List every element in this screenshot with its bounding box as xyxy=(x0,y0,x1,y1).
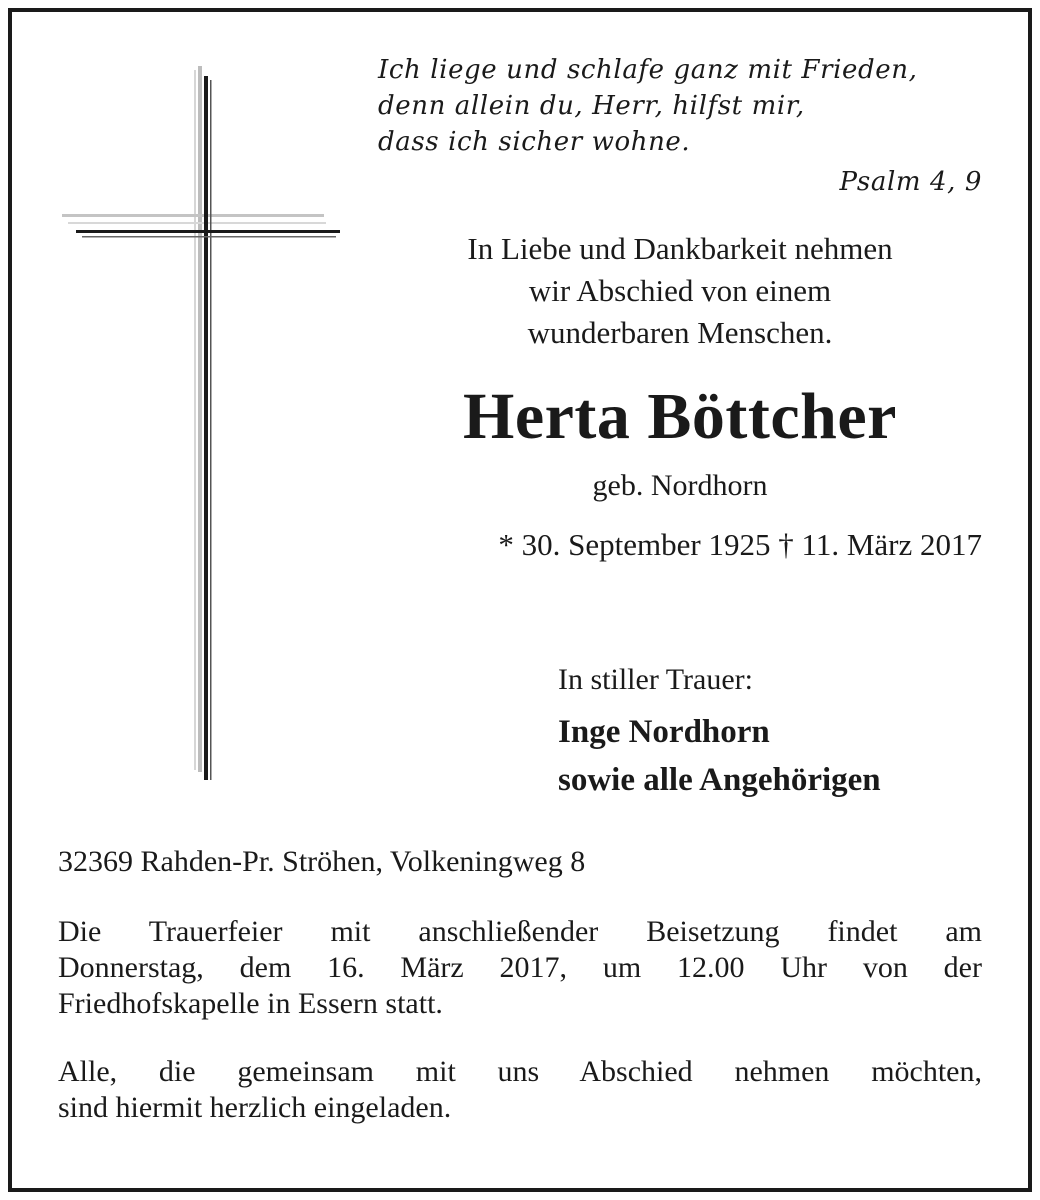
invitation-text xyxy=(58,1054,982,1126)
psalm-verse xyxy=(378,52,978,160)
life-dates: * 30. September 1925 † 11. März 2017 xyxy=(498,527,982,562)
intro-line: In Liebe und Dankbarkeit nehmen xyxy=(467,231,893,266)
intro-line: wir Abschied von einem xyxy=(528,273,832,308)
invitation-line: Alle, die gemeinsam mit uns Abschied nehmen möchten, xyxy=(58,1055,982,1088)
verse-line: Ich liege und schlafe ganz mit Frieden, xyxy=(378,55,918,85)
mourners-list xyxy=(558,708,881,804)
intro-text xyxy=(378,228,982,354)
service-line: Die Trauerfeier mit anschließender Beisetzung findet am xyxy=(58,915,982,948)
verse-line: denn allein du, Herr, hilfst mir, xyxy=(378,91,805,121)
cross-icon xyxy=(58,66,348,786)
funeral-service-info xyxy=(58,914,982,1022)
verse-source: Psalm 4, 9 xyxy=(839,167,982,197)
mourner-name: Inge Nordhorn xyxy=(558,714,770,750)
mourner-name: sowie alle Angehörigen xyxy=(558,762,881,798)
service-line: Friedhofskapelle in Essern statt. xyxy=(58,987,443,1020)
intro-line: wunderbaren Menschen. xyxy=(527,315,833,350)
verse-line: dass ich sicher wohne. xyxy=(378,127,691,157)
service-line: Donnerstag, dem 16. März 2017, um 12.00 Uhr von der xyxy=(58,951,982,984)
maiden-name: geb. Nordhorn xyxy=(592,469,768,502)
deceased-name: Herta Böttcher xyxy=(463,380,897,453)
family-address: 32369 Rahden-Pr. Ströhen, Volkeningweg 8 xyxy=(58,845,586,878)
invitation-line: sind hiermit herzlich eingeladen. xyxy=(58,1091,452,1124)
mourning-label: In stiller Trauer: xyxy=(558,663,753,696)
